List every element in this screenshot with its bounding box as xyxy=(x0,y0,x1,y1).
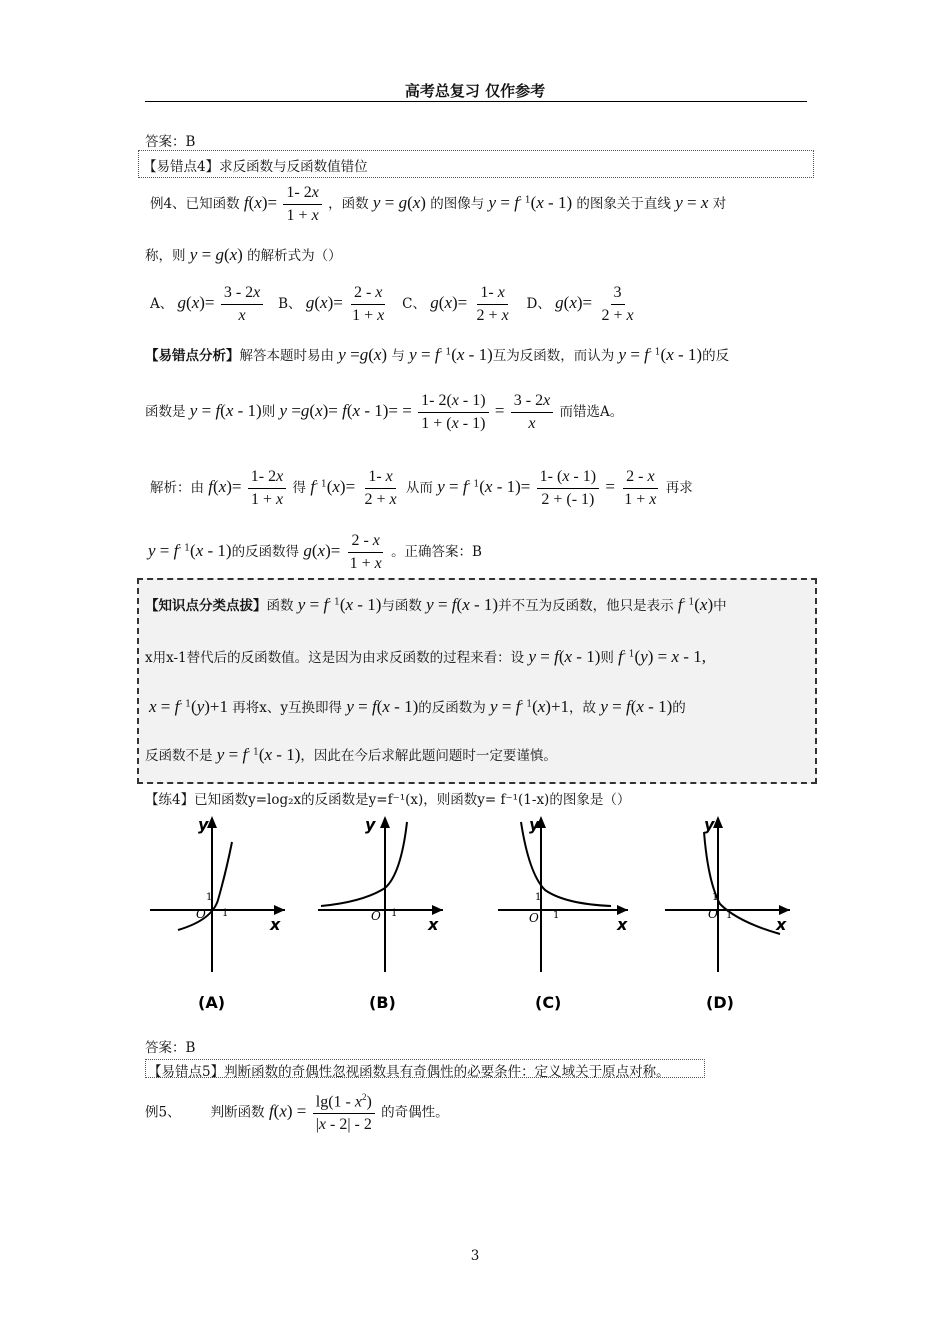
text-seg: 反函数不是 xyxy=(145,748,213,764)
header-rule xyxy=(145,101,807,102)
text-seg: 的图象关于直线 xyxy=(576,196,671,212)
text-seg: 对 xyxy=(712,196,727,212)
text-seg: 的图像与 xyxy=(430,196,485,212)
example-4-intro: 例4、已知函数 xyxy=(150,196,240,212)
text-seg: ，因此在今后求解此题问题时一定要谨慎。 xyxy=(300,748,557,764)
option-b-label: B、 xyxy=(278,296,302,312)
tick-label-1: 1 xyxy=(553,910,560,921)
fraction: $\frac{2 - x}{1 + x}$ xyxy=(349,532,382,572)
text-seg: 再求 xyxy=(665,480,693,496)
fraction: $\frac{3 - 2x}{x}$ xyxy=(511,392,553,433)
fraction: $\frac{1- x}{2 + x}$ xyxy=(364,468,397,508)
text-seg: 的反 xyxy=(702,348,730,364)
analysis-label: 【易错点分析】 xyxy=(145,348,240,364)
origin-label: O xyxy=(708,907,718,921)
tick-label-1: 1 xyxy=(222,908,229,919)
example-4-options: A、 g(x)= $\frac{3 - 2x}{x}$ B、 g(x)= $\frac{2 - x}{1 + x}$ C、 g(x)= $\frac{1- x}{2 + x}$ D、 g(x)= $\frac{3}{2 + x}$ xyxy=(150,284,639,325)
example-5: 例5、 判断函数 f(x) = $\frac{\lg(1 - x^2)}{|x - 2| - 2}$ 的奇偶性。 xyxy=(145,1092,449,1134)
option-d-label: D、 xyxy=(526,296,551,312)
fraction: $\frac{2 - x}{1 + x}$ xyxy=(624,468,657,508)
text-seg: 称，则 xyxy=(145,248,186,264)
y-axis-label: y xyxy=(198,815,209,834)
text-seg: 的反函数得 xyxy=(231,544,300,560)
fraction: $\frac{2 - x}{1 + x}$ xyxy=(352,284,385,324)
tick-label-1: 1 xyxy=(535,892,542,903)
fraction: $\frac{1- 2(x - 1)}{1 + (x - 1)}$ xyxy=(418,392,488,433)
fraction: $\frac{1- x}{2 + x}$ xyxy=(476,284,509,324)
text-seg: ，故 xyxy=(569,700,597,716)
graph-a xyxy=(140,812,290,1012)
graph-b xyxy=(313,812,463,1012)
tick-label-1: 1 xyxy=(206,892,213,903)
knowledge-line-3: $x = f^{- 1}(y)+1$ 再将x、y互换即得 y = f(x - 1)的反函数为 $y = f^{- 1}(x)+1$，故 y = f(x - 1)的 xyxy=(149,697,686,716)
answer-2: 答案：B xyxy=(145,1040,196,1056)
page-header: 高考总复习 仅作参考 xyxy=(404,82,546,100)
graph-d-label: (D) xyxy=(706,993,734,1012)
knowledge-box xyxy=(137,578,817,784)
tick-label-1: 1 xyxy=(391,908,398,919)
graph-c-label: (C) xyxy=(535,993,562,1012)
graph-c xyxy=(493,812,643,1012)
origin-label: O xyxy=(529,911,539,925)
error-point-4-box xyxy=(138,150,814,178)
solution-line-1: 解析：由 f(x)= $\frac{1- 2x}{1 + x}$ 得 $f^{- 1}(x)=$ $\frac{1- x}{2 + x}$ 从而 $y = f^{- 1}(x - 1)=$ $\frac{1- (x - 1)}{2 + (- 1)}$ = $\frac{2 - x}{1 + x}$ 再求 xyxy=(150,468,693,508)
text-seg: 从而 xyxy=(405,480,433,496)
error-point-5-box xyxy=(145,1059,705,1078)
y-axis-label: y xyxy=(704,815,715,834)
analysis-line-2: 函数是 y = f(x - 1)则 y =g(x)= f(x - 1)= = $\frac{1- 2(x - 1)}{1 + (x - 1)}$ = $\frac{3 - 2x}{x}$ 而错选A。 xyxy=(145,392,624,432)
option-a-label: A、 xyxy=(150,296,174,312)
page-number: 3 xyxy=(470,1248,480,1264)
text-seg: 。正确答案：B xyxy=(391,544,482,560)
text-seg: 而错选A。 xyxy=(559,404,624,420)
origin-label: O xyxy=(196,907,206,921)
graph-d xyxy=(660,812,810,1012)
y-axis-label: y xyxy=(365,815,376,834)
text-seg: 解析：由 xyxy=(150,480,204,496)
text-seg: 的解析式为（） xyxy=(247,248,342,264)
error-point-4-title: 【易错点4】求反函数与反函数值错位 xyxy=(143,159,368,175)
analysis-line-1: 【易错点分析】解答本题时易由 y =g(x) 与 $y = f^{- 1}(x - 1)$互为反函数，而认为 $y = f^{- 1}(x - 1)$的反 xyxy=(145,345,730,364)
text-seg: 函数 xyxy=(266,598,294,614)
tick-label-1: 1 xyxy=(712,892,719,903)
fraction: $\frac{1- 2x}{1 + x}$ xyxy=(283,184,321,225)
x-axis-label: x xyxy=(776,915,787,934)
knowledge-line-4: 反函数不是 $y = f^{- 1}(x - 1)$，因此在今后求解此题问题时一定要谨慎。 xyxy=(145,745,557,764)
text-seg: 判断函数 xyxy=(210,1104,265,1121)
x-axis-label: x xyxy=(428,915,439,934)
text-seg: 并不互为反函数，他只是表示 xyxy=(498,598,674,614)
text-seg: 互为反函数，而认为 xyxy=(492,348,615,364)
knowledge-label: 【知识点分类点拔】 xyxy=(145,598,267,614)
practice-4: 【练4】已知函数y=log₂x的反函数是y=f⁻¹(x)，则函数y= f⁻¹(1-x)的图象是（） xyxy=(145,792,631,808)
text-seg: 中 xyxy=(713,598,727,614)
text-seg: 与函数 xyxy=(381,598,422,614)
example-5-label: 例5、 xyxy=(145,1104,181,1121)
text-seg: x用x-1替代后的反函数值。这是因为由求反函数的过程来看：设 xyxy=(145,650,525,666)
example-4-line-2: 称，则 y = g(x) 的解析式为（） xyxy=(145,245,342,264)
text-seg: 则 xyxy=(600,650,614,666)
example-4-line-1: 例4、已知函数 f(x)= $\frac{1- 2x}{1 + x}$ ，函数 y = g(x) 的图像与 $y = f^{- 1}(x - 1)$ 的图象关于直线 y = x 对 xyxy=(150,184,727,224)
tick-label-1: 1 xyxy=(726,910,733,921)
solution-line-2: $y = f^{- 1}(x - 1)$的反函数得 g(x)= $\frac{2 - x}{1 + x}$ 。正确答案：B xyxy=(148,532,482,572)
text-seg: 则 xyxy=(261,404,276,420)
text-seg: 的 xyxy=(672,700,686,716)
fraction: $\frac{1- (x - 1)}{2 + (- 1)}$ xyxy=(537,468,599,509)
text-seg: 函数是 xyxy=(145,404,186,420)
text-seg: 与 xyxy=(391,348,405,364)
knowledge-line-2: x用x-1替代后的反函数值。这是因为由求反函数的过程来看：设 y = f(x - 1)则 $f^{- 1}(y) = x - 1$, xyxy=(145,647,706,666)
fraction: $\frac{3 - 2x}{x}$ xyxy=(221,284,263,325)
text-seg: 解答本题时易由 xyxy=(239,348,334,364)
text-seg: 再将x、y互换即得 xyxy=(232,700,343,716)
x-axis-label: x xyxy=(270,915,281,934)
text-seg: ，函数 xyxy=(328,196,369,212)
origin-label: O xyxy=(371,909,381,923)
error-point-5-title: 【易错点5】判断函数的奇偶性忽视函数具有奇偶性的必要条件：定义域关于原点对称。 xyxy=(148,1064,670,1080)
y-axis-label: y xyxy=(529,815,540,834)
text-seg: 的奇偶性。 xyxy=(381,1104,449,1121)
fraction: $\frac{\lg(1 - x^2)}{|x - 2| - 2}$ xyxy=(313,1092,375,1134)
fraction: $\frac{3}{2 + x}$ xyxy=(601,284,634,324)
text-seg: 得 xyxy=(292,480,307,496)
option-c-label: C、 xyxy=(402,296,426,312)
fraction: $\frac{1- 2x}{1 + x}$ xyxy=(248,468,286,509)
text-seg: 的反函数为 xyxy=(418,700,486,716)
x-axis-label: x xyxy=(617,915,628,934)
answer-1: 答案：B xyxy=(145,134,196,150)
knowledge-line-1: 【知识点分类点拔】函数 $y = f^{- 1}(x - 1)$与函数 y = f(x - 1)并不互为反函数，他只是表示 $f^{- 1}(x)$中 xyxy=(145,595,727,614)
graph-b-label: (B) xyxy=(369,993,396,1012)
graph-a-label: (A) xyxy=(198,993,226,1012)
